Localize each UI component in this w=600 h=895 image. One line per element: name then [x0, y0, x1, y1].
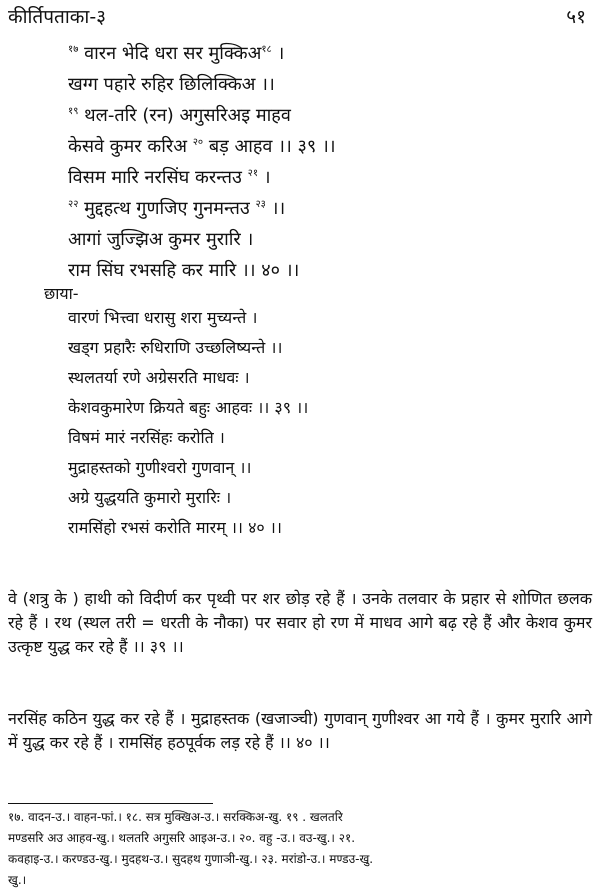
verse-line	[68, 255, 588, 286]
verse-line	[68, 193, 588, 224]
verse-text: थल-तरि (रन) अगुसरिअइ माहव	[78, 105, 291, 126]
sanskrit-line: केशवकुमारेण क्रियते बहुः आहवः ।। ३९ ।।	[68, 398, 309, 417]
sanskrit-line: अग्रे युद्धयति कुमारो मुरारिः ।	[68, 488, 232, 507]
verse-text: आगां जुज्झिअ कुमर मुरारि ।	[68, 229, 254, 250]
footnote-marker: १९	[68, 106, 79, 117]
running-title: कीर्तिपताका-३	[8, 6, 107, 28]
chhaya-label: छाया-	[44, 284, 79, 303]
footnote-marker: २२	[68, 199, 79, 210]
footnote-marker: २०	[192, 137, 204, 148]
verse-text: खग्ग पहारे रुहिर छिलिक्किअ ।।	[68, 74, 275, 95]
verse-line	[68, 100, 588, 131]
verse-text: राम सिंघ रभसहि कर मारि ।। ४० ।।	[68, 260, 300, 281]
verse-line	[68, 38, 588, 69]
footnote-marker: २३	[255, 199, 266, 210]
sanskrit-line: वारणं भित्त्वा धरासु शरा मुच्यन्ते ।	[68, 308, 258, 327]
verse-text: वारन भेदि धरा सर मुक्किअ	[78, 43, 262, 64]
footnote-line: मण्डसरि अउ आहव-खु.। थलतरि अगुसरि आइअ-उ.। २०. वहु -उ.। वउ-खु.। २१.	[8, 831, 356, 845]
translation-paragraph-1: वे (शत्रु के ) हाथी को विदीर्ण कर पृथ्वी पर शर छोड़ रहे हैं । उनके तलवार के प्रहार से शोणित छलक रहे हैं । रथ (स्थल तरी = धरती के नौका) पर सवार हो रण में माधव आगे बढ़ रहे हैं और केशव कुमर उत्कृष्ट युद्ध कर रहे हैं ।। ३९ ।।	[8, 589, 592, 656]
footnote-rule	[8, 803, 213, 804]
verse-text: मुद्दहत्थ गुणजिए गुनमन्तउ	[78, 198, 256, 219]
verse-tail: ।।	[265, 198, 286, 219]
footnote-line: १७. वादन-उ.। वाहन-फां.। १८. सत्र मुक्खिअ-उ.। सरक्किअ-खु. १९ . खलतरि	[8, 810, 343, 824]
footnote-line: कवहाइ-उ.। करण्डउ-खु.। मुदहथ-उ.। सुदहथ गुणाञी-खु.। २३. मरांडो-उ.। मण्डउ-खु.	[8, 852, 374, 866]
sanskrit-line: रामसिंहो रभसं करोति मारम् ।। ४० ।।	[68, 518, 282, 537]
verse-line	[68, 162, 588, 193]
footnotes	[8, 807, 596, 891]
verse-text: केसवे कुमर करिअ	[68, 136, 193, 157]
verse-tail: ।	[258, 167, 271, 188]
footnote-marker: १७	[68, 44, 79, 55]
sanskrit-line: मुद्राहस्तको गुणीश्वरो गुणवान् ।।	[68, 458, 252, 477]
verse-text: विसम मारि नरसिंघ करन्तउ	[68, 167, 248, 188]
footnote-line: खु.।	[8, 873, 27, 887]
sanskrit-line: स्थलतर्या रणे अग्रेसरति माधवः ।	[68, 368, 250, 387]
verse-line	[68, 224, 588, 255]
footnote-marker: २१	[247, 168, 259, 179]
verse-tail: बड़ आहव ।। ३९ ।।	[203, 136, 336, 157]
page-number: ५१	[566, 6, 586, 28]
page-header	[8, 3, 586, 29]
verse-line	[68, 131, 588, 162]
sanskrit-line: खड्ग प्रहारैः रुधिराणि उच्छलिष्यन्ते ।।	[68, 338, 283, 357]
sanskrit-line: विषमं मारं नरसिंहः करोति ।	[68, 428, 225, 447]
verse-line	[68, 69, 588, 100]
footnote-marker: १८	[261, 44, 272, 55]
verse-block	[68, 38, 588, 286]
verse-tail: ।	[271, 43, 285, 64]
sanskrit-block	[68, 303, 588, 543]
translation-paragraph-2: नरसिंह कठिन युद्ध कर रहे हैं । मुद्राहस्तक (खजाञ्ची) गुणवान् गुणीश्वर आ गये हैं । कुमर मुरारि आगे में युद्ध कर रहे हैं । रामसिंह हठपूर्वक लड़ रहे हैं ।। ४० ।।	[8, 709, 592, 752]
